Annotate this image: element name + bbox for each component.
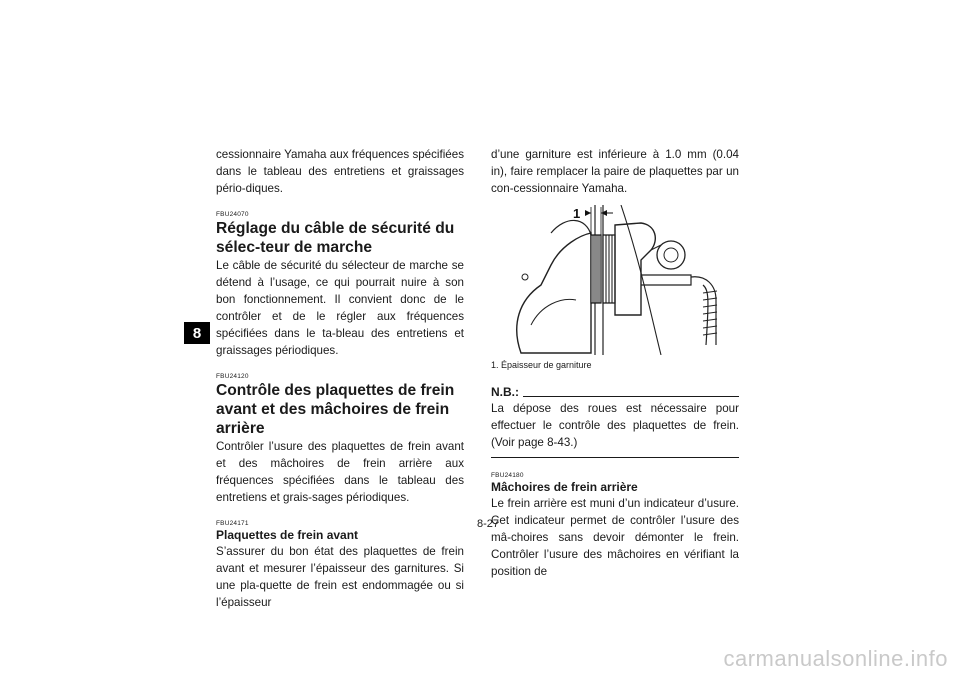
figure-callout-number: 1 (573, 206, 581, 221)
note-label: N.B.: (491, 385, 519, 399)
note-box (491, 385, 739, 458)
page-number: 8-27 (476, 518, 500, 530)
right-intro-text: d’une garniture est inférieure à 1.0 mm (0.04 in), faire remplacer la paire de plaquettes par un con-cessionnaire Yamaha. (491, 148, 739, 195)
section-body-cable: Le câble de sécurité du sélecteur de marche se détend à l’usage, ce qui pourrait nuire à son bon fonctionnement. Il convient donc de le contrôler et de le régler aux fréquences spécifiées dans le ta-bleau des entretiens et graissages périodiques. (216, 259, 464, 357)
section-body-front-pads: S’assurer du bon état des plaquettes de frein avant et mesurer l’épaisseur des garnitures. Si une pla-quette de frein est endommagée ou si l’épaisseur (216, 545, 464, 609)
section-body-rear-shoes: Le frein arrière est muni d’un indicateur d’usure. Cet indicateur permet de contrôler l’usure des mâ-choires sans devoir démonter le frein. Contrôler l’usure des mâchoires en vérifiant la position de (491, 497, 739, 578)
section-code: FBU24180 (491, 472, 524, 479)
watermark: carmanualsonline.info (723, 646, 948, 671)
section-title-cable: Réglage du câble de sécurité du sélec-teur de marche (216, 220, 455, 256)
chapter-tab: 8 (184, 322, 210, 344)
left-column (216, 146, 464, 611)
section-title-brakes: Contrôle des plaquettes de frein avant et des mâchoires de frein arrière (216, 382, 455, 437)
figure-caption: 1. Épaisseur de garniture (491, 360, 592, 370)
brake-pad-figure (491, 205, 739, 355)
section-code: FBU24171 (216, 520, 249, 527)
note-rule (523, 396, 739, 397)
section-code: FBU24070 (216, 211, 249, 218)
section-body-brakes: Contrôler l’usure des plaquettes de frein avant et des mâchoires de frein arrière aux fréquences spécifiées dans le tableau des entretiens et grais-sages périodiques. (216, 440, 464, 504)
section-title-rear-shoes: Mâchoires de frein arrière (491, 480, 638, 494)
right-column (491, 146, 739, 580)
section-title-front-pads: Plaquettes de frein avant (216, 528, 359, 542)
note-body: La dépose des roues est nécessaire pour effectuer le contrôle des plaquettes de frein. (Voir page 8-43.) (491, 402, 739, 449)
brake-caliper-illustration (491, 205, 739, 355)
left-intro-text: cessionnaire Yamaha aux fréquences spécifiées dans le tableau des entretiens et graissages pério-diques. (216, 148, 464, 195)
section-code: FBU24120 (216, 373, 249, 380)
